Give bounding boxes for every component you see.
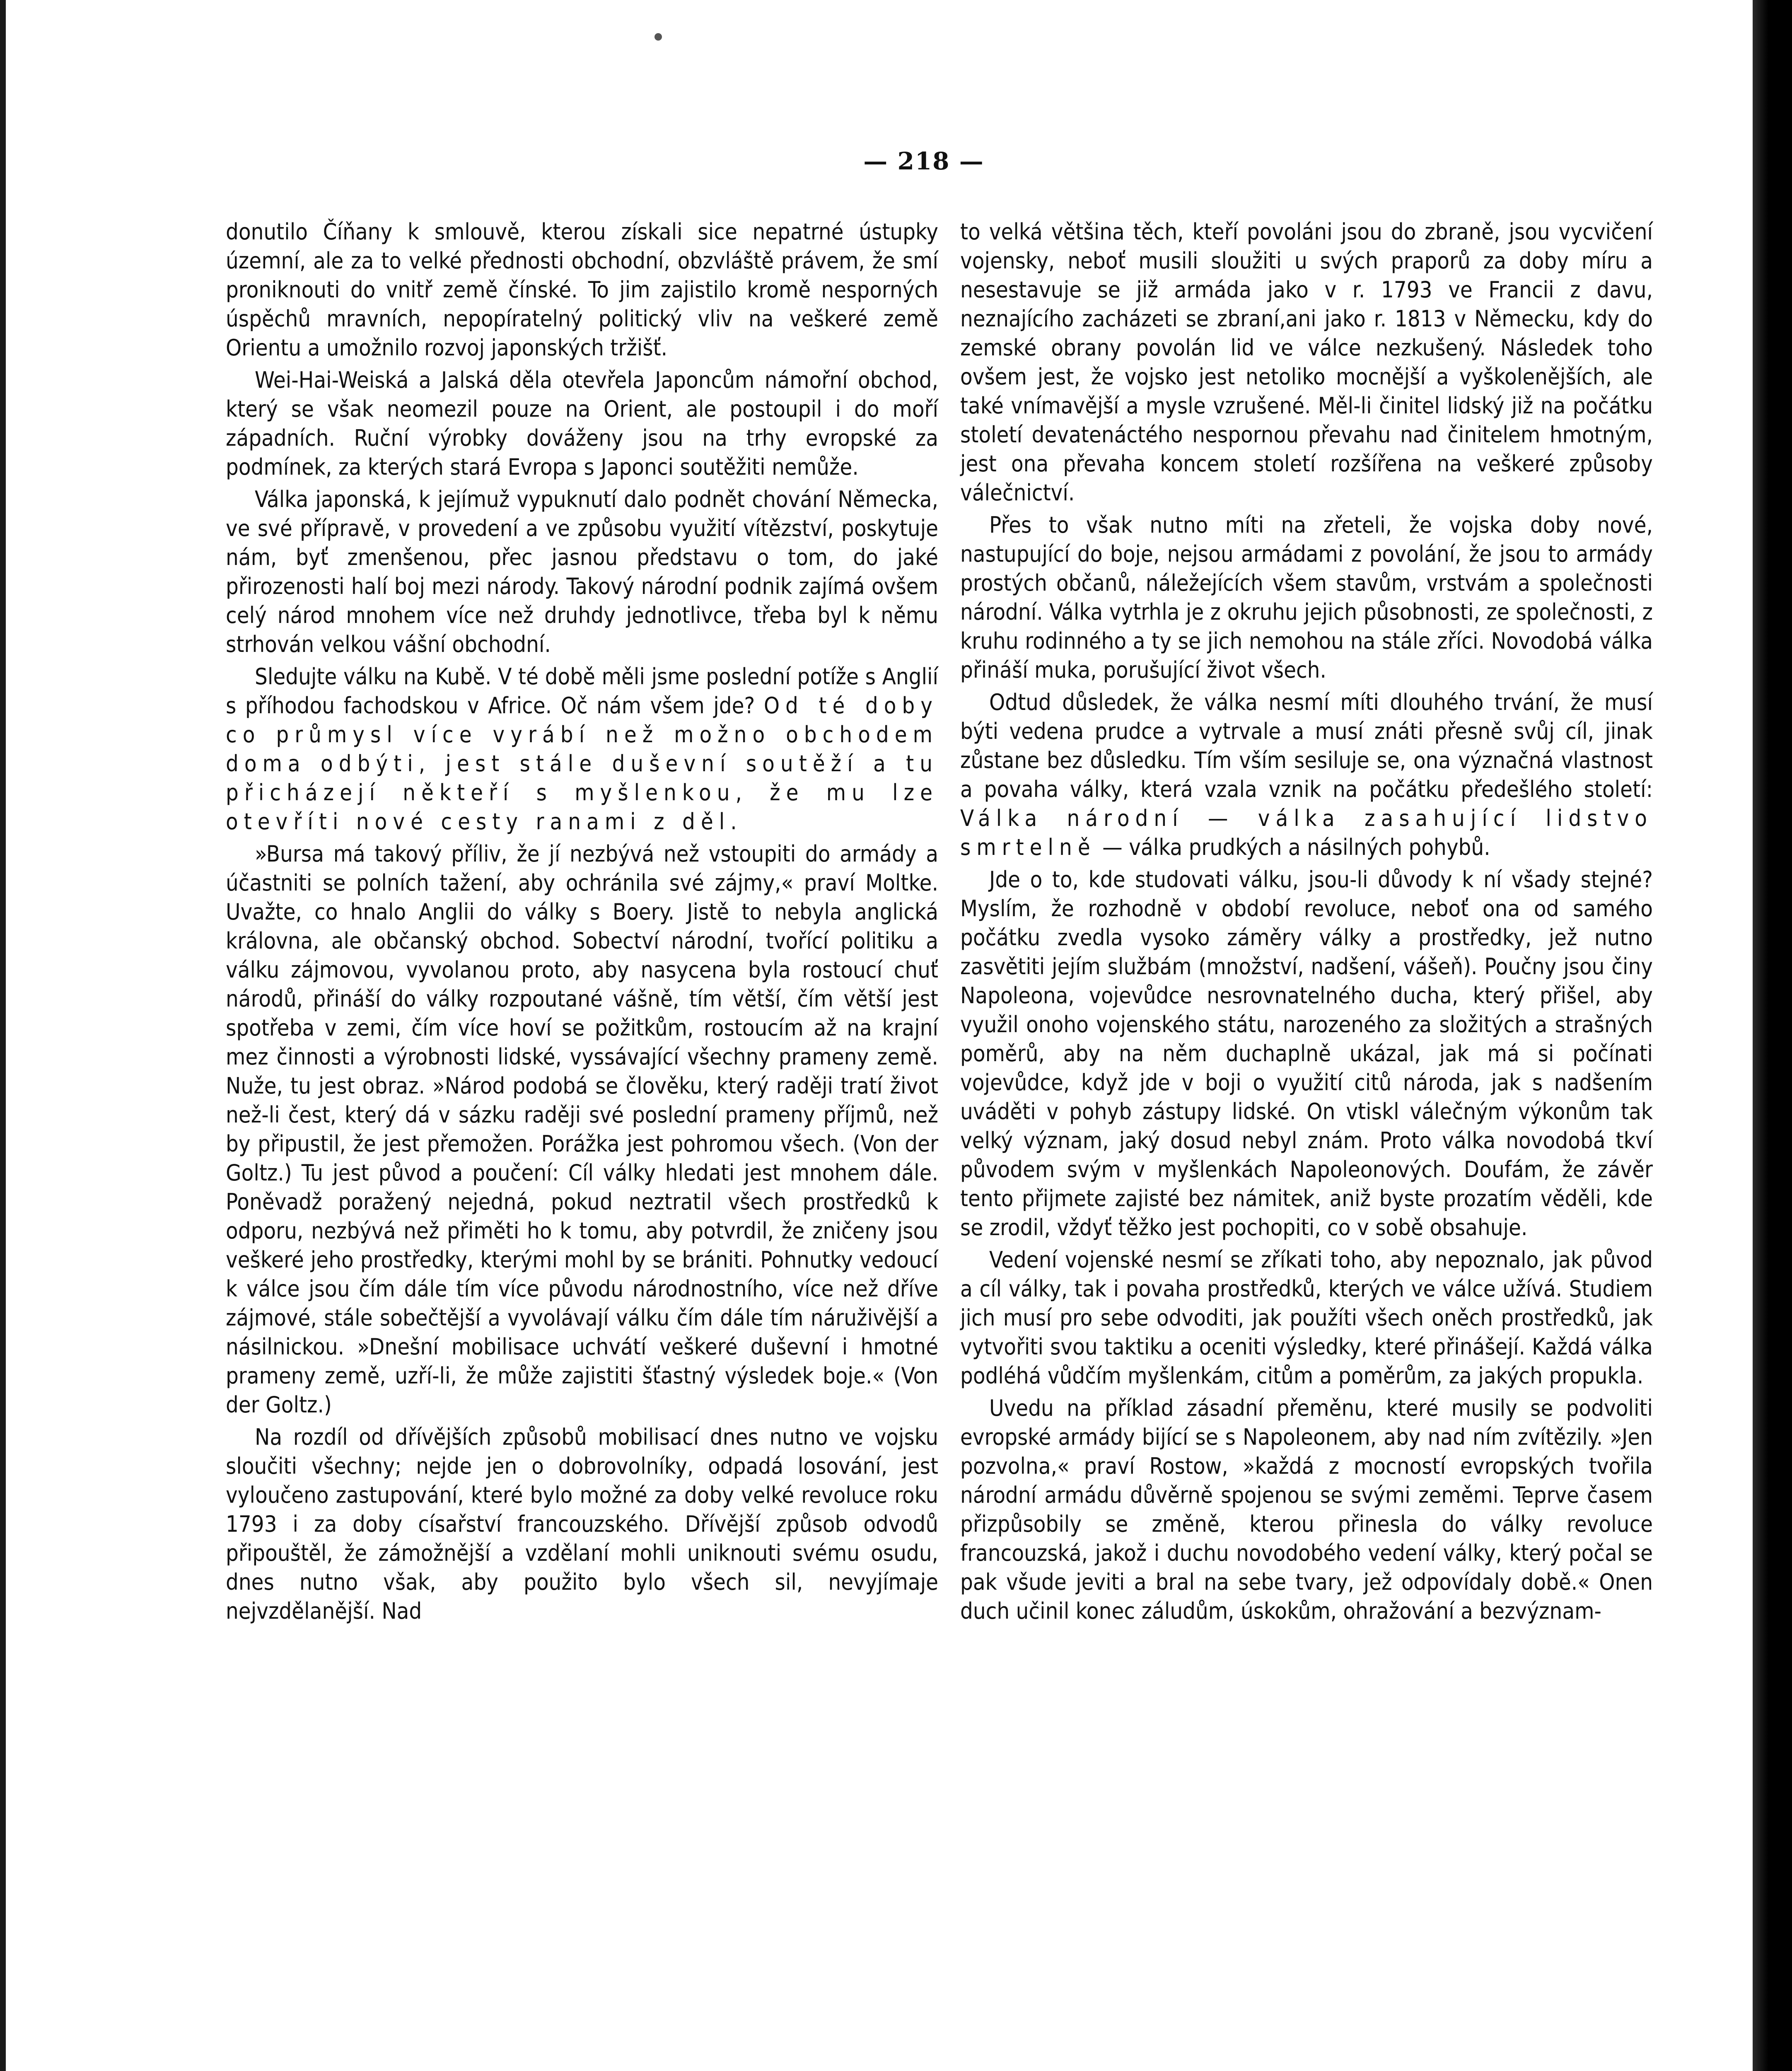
paragraph: Přes to však nutno míti na zřeteli, že vojska doby nové, nastupující do boje, nejsou armádami z povolání, že jsou to armády prostých občanů, náležejících všem stavům, vrstvám a společnosti národní. Válka vytrhla je z okruhu jejich působnosti, ze společnosti, z kruhu rodinného a ty se jich nemohou na stále zříci. Novodobá válka přináší muka, porušující život všech. <box>960 512 1653 683</box>
spaced-emphasis-text: Válka národní — válka zasahující lidstvo smrtelně <box>960 805 1653 860</box>
paragraph: Na rozdíl od dřívějších způsobů mobilisací dnes nutno ve vojsku sloučiti všechny; nejde jen o dobrovolníky, odpadá losování, jest vyloučeno zastupování, které bylo možné za doby velké revoluce roku 1793 i za doby císařství francouzského. Dřívější způsob odvodů připouštěl, že zámožnější a vzdělaní mohli uniknouti svému osudu, dnes nutno však, aby použito bylo všech sil, nevyjímaje nejvzdělanější. Nad <box>226 1424 938 1624</box>
paragraph <box>226 662 938 836</box>
scan-speck <box>654 33 662 41</box>
paragraph: donutilo Číňany k smlouvě, kterou získali sice nepatrné ústupky územní, ale za to velké přednosti obchodní, obzvláště právem, že smí proniknouti do vnitř země čínské. To jim zajistilo kromě nesporných úspěchů mravních, nepopíratelný politický vliv na veškeré země Orientu a umožnilo rozvoj japonských tržišť. <box>226 219 938 361</box>
paragraph: Vedení vojenské nesmí se zříkati toho, aby nepoznalo, jak původ a cíl války, tak i povaha prostředků, kterých ve válce užívá. Studiem jich musí pro sebe odvoditi, jak použíti všech oněch prostředků, jak vytvořiti svou taktiku a oceniti výsledky, které přinášejí. Každá válka podléhá vůdčím myšlenkám, citům a poměrům, za jakých propukla. <box>960 1247 1653 1389</box>
paragraph: Válka japonská, k jejímuž vypuknutí dalo podnět chování Německa, ve své přípravě, v provedení a ve způsobu využití vítězství, poskytuje nám, byť zmenšenou, přec jasnou představu o tom, do jaké přirozenosti halí boj mezi národy. Takový národní podnik zajímá ovšem celý národ mnohem více než druhdy jednotlivce, třeba byl k němu strhován velkou vášní obchodní. <box>226 486 938 657</box>
scan-edge-left <box>0 0 6 2071</box>
spaced-emphasis-text: Od té doby co průmysl více vyrábí než možno obchodem doma odbýti, jest stále duševní soutěží a tu přicházejí někteří s myšlenkou, že mu lze otevříti nové cesty ranami z děl. <box>226 693 939 835</box>
paragraph <box>960 688 1653 862</box>
paragraph: Jde o to, kde studovati válku, jsou-li důvody k ní všady stejné? Myslím, že rozhodně v období revoluce, neboť ona od samého počátku zvedla vysoko záměry války a prostředky, jež nutno zasvětiti jejím službám (množství, nadšení, vášeň). Poučny jsou činy Napoleona, vojevůdce nesrovnatelného ducha, který přišel, aby využil onoho vojenského státu, narozeného za složitých a strašných poměrů, aby na něm duchaplně ukázal, jak má si počínati vojevůdce, když jde v boji o využití citů národa, jak s nadšením uváděti v pohyb zástupy lidské. On vtiskl válečným výkonům tak velký význam, jaký dosud nebyl znám. Proto válka novodobá tkví původem svým v myšlenkách Napoleonových. Doufám, že závěr tento přijmete zajisté bez námitek, aniž byste prozatím věděli, kde se zrodil, vždyť těžko jest pochopiti, co v sobě obsahuje. <box>960 867 1653 1241</box>
paragraph-text: — válka prudkých a násilných pohybů. <box>1096 834 1490 860</box>
left-column <box>226 217 938 1629</box>
paragraph: »Bursa má takový příliv, že jí nezbývá než vstoupiti do armády a účastniti se polních tažení, aby ochránila své zájmy,« praví Moltke. Uvažte, co hnalo Anglii do války s Boery. Jistě to nebyla anglická královna, ale občanský obchod. Sobectví národní, tvořící politiku a válku zájmovou, vyvolanou proto, aby nasycena byla rostoucí chuť národů, přináší do války rozpoutané vášně, tím větší, čím větší jest spotřeba v zemi, čím více hoví se požitkům, rostoucím až na krajní mez činnosti a výrobnosti lidské, vyssávající všechny prameny země. Nuže, tu jest obraz. »Národ podobá se člověku, který raději tratí život než-li čest, který dá v sázku raději své poslední prameny příjmů, než by připustil, že jest přemožen. Porážka jest pohromou všech. (Von der Goltz.) Tu jest původ a poučení: Cíl války hledati jest mnohem dále. Poněvadž poražený nejedná, pokud neztratil všech prostředků k odporu, nezbývá než přiměti ho k tomu, aby potvrdil, že zničeny jsou veškeré jeho prostředky, kterými mohl by se brániti. Pohnutky vedoucí k válce jsou čím dále tím více původu národnostního, více než dříve zájmové, stále sobečtější a vyvolávají válku čím dále tím náruživější a násilnickou. »Dnešní mobilisace uchvátí veškeré duševní i hmotné prameny země, uzří-li, že může zajistiti šťastný výsledek boje.« (Von der Goltz.) <box>226 841 938 1418</box>
right-column <box>960 217 1653 1629</box>
paragraph: Uvedu na příklad zásadní přeměnu, které musily se podvoliti evropské armády bijící se s Napoleonem, aby nad ním zvítězily. »Jen pozvolna,« praví Rostow, »každá z mocností evropských tvořila národní armádu důvěrně spojenou se svými zeměmi. Teprve časem přizpůsobily se změně, kterou přinesla do války revoluce francouzská, jakož i duchu novodobého vedení války, který počal se pak všude jeviti a bral na sebe tvary, jež odpovídaly době.« Onen duch učinil konec záludům, úskokům, ohražování a bezvýznam- <box>960 1395 1653 1624</box>
paragraph: to velká většina těch, kteří povoláni jsou do zbraně, jsou vycvičení vojensky, neboť musili sloužiti u svých praporů za doby míru a nesestavuje se již armáda jako v r. 1793 ve Francii z davu, neznajícího zacházeti se zbraní,ani jako r. 1813 v Německu, kdy do zemské obrany povolán lid ve válce nezkušený. Následek toho ovšem jest, že vojsko jest netoliko mocnější a vyškolenějších, ale také vnímavější a mysle vzrušené. Měl-li činitel lidský již na počátku století devatenáctého nespornou převahu nad činitelem hmotným, jest ona převaha koncem století rozšířena na veškeré způsoby válečnictví. <box>960 219 1653 506</box>
paragraph-text: Sledujte válku na Kubě. V té době měli jsme poslední potíže s Anglií s příhodou fachodskou v Africe. Oč nám všem jde? <box>226 664 938 719</box>
scan-edge-right <box>1753 0 1792 2071</box>
paragraph: Wei-Hai-Weiská a Jalská děla otevřela Japoncům námořní obchod, který se však neomezil pouze na Orient, ale postoupil i do moří západních. Ruční výrobky dováženy jsou na trhy evropské za podmínek, za kterých stará Evropa s Japonci soutěžiti nemůže. <box>226 367 938 480</box>
page-number: — 218 — <box>863 147 984 175</box>
paragraph-text: Odtud důsledek, že válka nesmí míti dlouhého trvání, že musí býti vedena prudce a vytrvale a musí znáti přesně svůj cíl, jinak zůstane bez důsledku. Tím vším sesiluje se, ona význačná vlastnost a povaha války, která vzala vznik na počátku předešlého století: <box>960 689 1653 802</box>
